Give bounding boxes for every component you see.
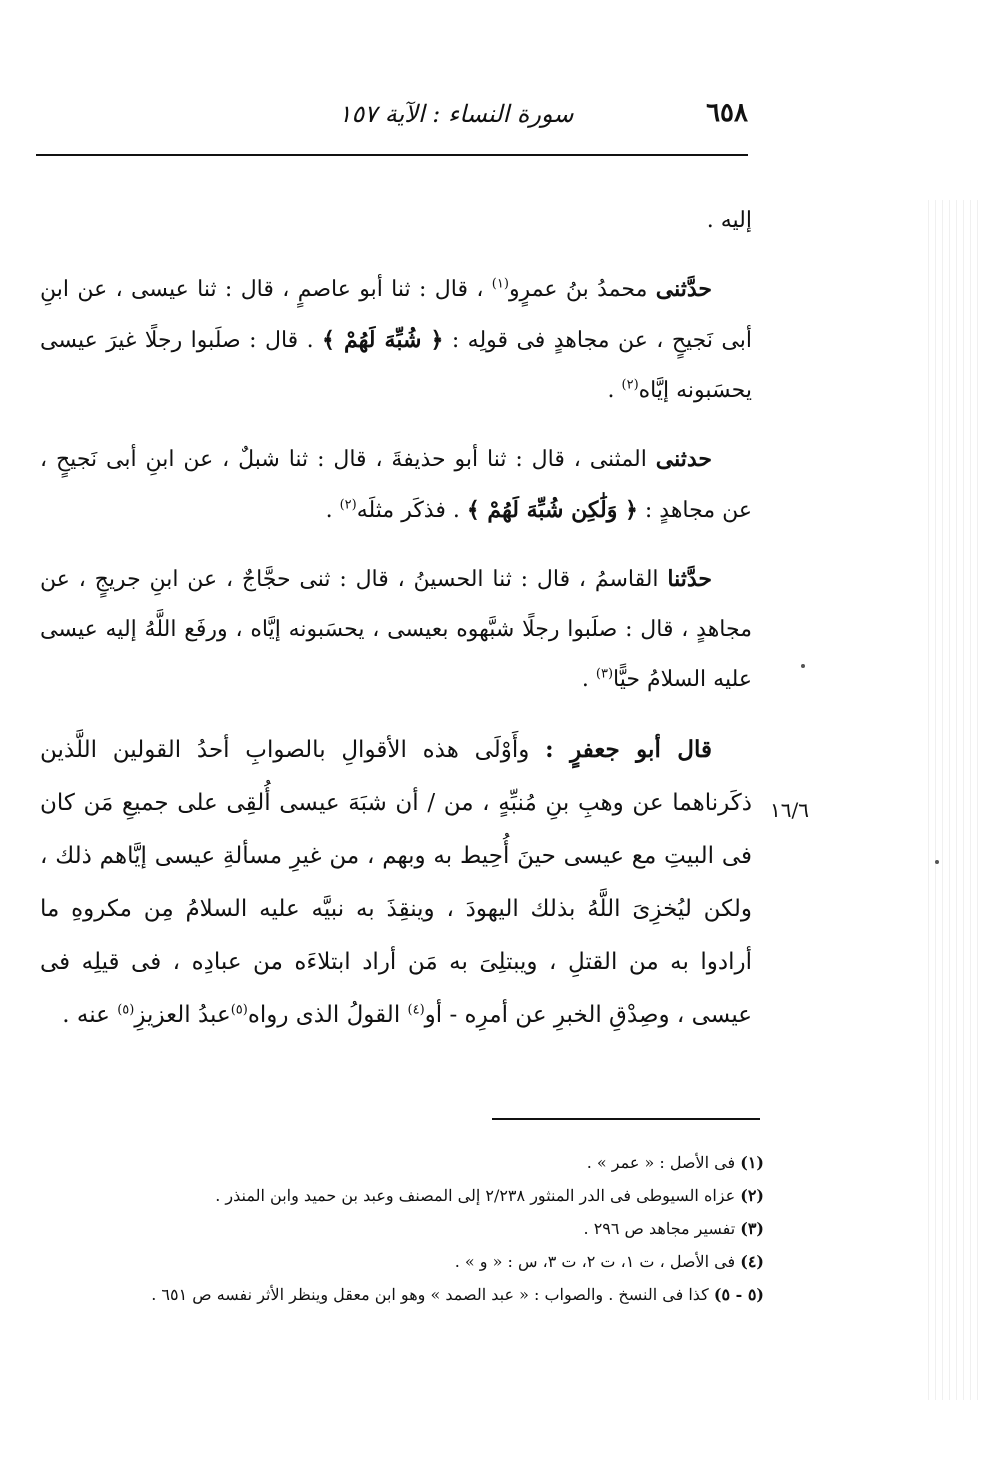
footnote-ref-3[interactable]: (٣) bbox=[595, 666, 614, 682]
hadith-lead: حدَّثنا bbox=[667, 566, 712, 592]
footnote-ref-5b[interactable]: (٥) bbox=[117, 1002, 135, 1018]
author-comment: قال أبو جعفرٍ : وأَوْلَى هذه الأقوالِ بالصوابِ أحدُ القولين اللَّذين ذكَرناهما عن وهبِ بنِ مُنبِّهٍ ، من / أن شبَهَ عيسى أُلقِى على جميعِ مَن كان فى البيتِ مع عيسى حينَ أُحِيط به وبهم ، من غيرِ مسألةِ عيسى إيَّاهم ذلك ، ولكن ليُخزِىَ اللَّهُ بذلك اليهودَ ، وينقِذَ به نبيَّه عليه السلامُ مِن مكروهِ ما أرادوا به من القتلِ ، ويبتلِىَ به مَن أراد ابتلاءَه من عبادِه ، فى قيلِه فى عيسى ، وصِدْقِ الخبرِ عن أمرِه - أو$^{(٤)}$ القولُ الذى رواه$^{(٥)}$عبدُ العزيزِ$^{(٥)}$ عنه . bbox=[40, 736, 752, 1028]
footnote: (٥ - ٥) كذا فى النسخ . والصواب : « عبد الصمد » وهو ابن معقل وينظر الأثر نفسه ص ٦٥١ . bbox=[151, 1285, 764, 1304]
footnote: (٤) فى الأصل ، ت ١، ت ٢، ت ٣، س : « و » . bbox=[454, 1252, 764, 1271]
hadith-lead: حدَّثنى bbox=[655, 276, 712, 302]
footnote-ref-2[interactable]: (٢) bbox=[621, 377, 639, 393]
scan-speck bbox=[801, 664, 805, 668]
footnote-ref-2b[interactable]: (٢) bbox=[339, 497, 357, 513]
footnote-ref-1[interactable]: (١) bbox=[491, 276, 509, 292]
footnote: (٣) تفسير مجاهد ص ٢٩٦ . bbox=[583, 1219, 764, 1238]
hadith-lead: حدثنى bbox=[655, 446, 712, 472]
page-number: ٦٥٨ bbox=[706, 98, 748, 128]
quran-quote: ﴿ شُبِّهَ لَهُمْ ﴾ bbox=[322, 327, 444, 353]
footnote: (٢) عزاه السيوطى فى الدر المنثور ٢/٢٣٨ إلى المصنف وعبد بن حميد وابن المنذر . bbox=[215, 1186, 764, 1205]
scan-speck bbox=[935, 860, 939, 864]
hadith-1: حدَّثنى محمدُ بنُ عمرٍو$^{(١)}$ ، قال : ثنا أبو عاصمٍ ، قال : ثنا عيسى ، عن ابنِ أبى نَجيحٍ ، عن مجاهدٍ فى قولِه : ﴿ شُبِّهَ لَهُمْ ﴾ . قال : صلَبوا رجلًا غيرَ عيسى يحسَبونه إيَّاه$^{(٢)}$ . bbox=[40, 276, 752, 403]
scan-edge-noise bbox=[928, 200, 982, 1400]
margin-reference: ١٦/٦ bbox=[770, 798, 809, 822]
footnote-ref-5a[interactable]: (٥) bbox=[230, 1002, 248, 1018]
header-rule bbox=[36, 154, 748, 156]
quran-quote: ﴿ وَلَٰكِن شُبِّهَ لَهُمْ ﴾ bbox=[466, 497, 638, 523]
hadith-2: حدثنى المثنى ، قال : ثنا أبو حذيفةَ ، قال : ثنا شبلٌ ، عن ابنِ أبى نَجيحٍ ، عن مجاهدٍ : ﴿ وَلَٰكِن شُبِّهَ لَهُمْ ﴾ . فذكَر مثلَه$^{(٢)}$ . bbox=[40, 446, 752, 523]
footnote-ref-4[interactable]: (٤) bbox=[407, 1002, 425, 1018]
paragraph-continuation: إليه . bbox=[706, 208, 752, 233]
footnote-rule bbox=[492, 1118, 760, 1120]
footnote: (١) فى الأصل : « عمر » . bbox=[586, 1153, 764, 1172]
footnotes bbox=[60, 1146, 764, 1311]
page-header bbox=[36, 98, 748, 138]
main-text bbox=[40, 196, 752, 1042]
running-head: سورة النساء : الآية ١٥٧ bbox=[338, 100, 574, 128]
hadith-3: حدَّثنا القاسمُ ، قال : ثنا الحسينُ ، قال : ثنى حجَّاجٌ ، عن ابنِ جريجٍ ، عن مجاهدٍ ، قال : صلَبوا رجلًا شبَّهوه بعيسى ، يحسَبونه إيَّاه ، ورفَع اللَّهُ إليه عيسى عليه السلامُ حيًّا$^{(٣)}$ . bbox=[40, 566, 752, 692]
author-lead: قال أبو جعفرٍ : bbox=[545, 736, 713, 763]
